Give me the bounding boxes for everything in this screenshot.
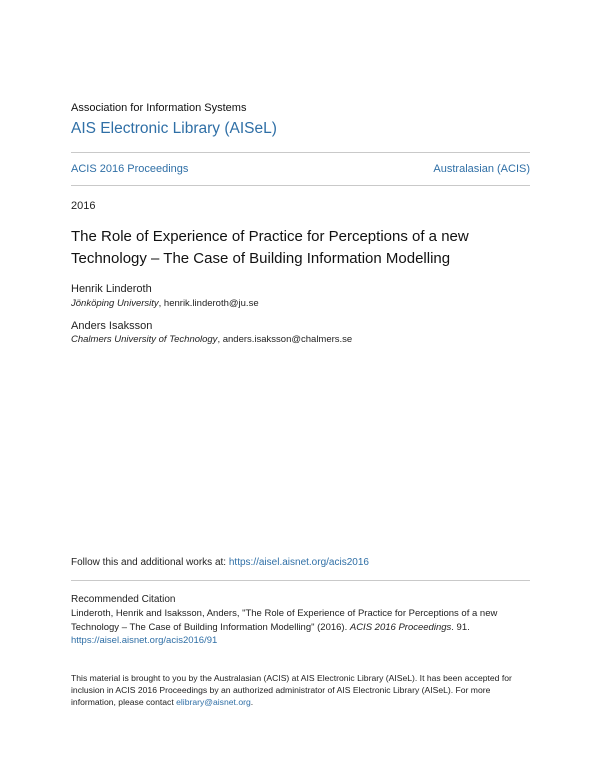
citation-text: Linderoth, Henrik and Isaksson, Anders, "The Role of Experience of Practice for Perceptions of a new Technology – The Case of Building Information Modelling" (2016). (71, 608, 498, 633)
collection-link-proceedings[interactable]: ACIS 2016 Proceedings (71, 163, 189, 175)
author-email: , anders.isaksson@chalmers.se (217, 334, 353, 345)
author-affiliation (71, 334, 352, 345)
library-link[interactable]: AIS Electronic Library (AISeL) (71, 120, 277, 137)
author-name: Henrik Linderoth (71, 283, 152, 295)
author-affiliation (71, 298, 259, 309)
citation-heading: Recommended Citation (71, 594, 176, 605)
follow-text: Follow this and additional works at: (71, 557, 229, 568)
citation-number: . 91. (451, 621, 470, 633)
contact-email-link[interactable]: elibrary@aisnet.org (176, 697, 251, 707)
paper-title (71, 226, 541, 270)
divider-top (71, 152, 530, 153)
access-notice (71, 672, 536, 708)
follow-link[interactable]: https://aisel.aisnet.org/acis2016 (228, 557, 369, 568)
organization-name: Association for Information Systems (71, 102, 247, 114)
author-university: Jönköping University (71, 298, 159, 309)
citation-link[interactable]: https://aisel.aisnet.org/acis2016/91 (71, 635, 218, 646)
publication-year: 2016 (71, 200, 96, 212)
paper-title-line-2: Technology – The Case of Building Information Modelling (71, 250, 451, 267)
author-name: Anders Isaksson (71, 320, 153, 332)
notice-text: This material is brought to you by the Australasian (ACIS) at AIS Electronic Library (AISeL). It has been accepted for inclusion in ACIS 2016 Proceedings by an authorized administrator of AIS Electronic Library (AISeL). For more information, please contact (71, 673, 512, 707)
author-university: Chalmers University of Technology (71, 334, 218, 345)
paper-title-line-1: The Role of Experience of Practice for Perceptions of a new (71, 228, 469, 245)
collection-link-acis[interactable]: Australasian (ACIS) (433, 163, 530, 175)
divider-citation (71, 580, 530, 581)
author-email: , henrik.linderoth@ju.se (158, 298, 259, 309)
divider-collections (71, 185, 530, 186)
notice-end: . (250, 697, 254, 707)
citation-proceedings: ACIS 2016 Proceedings (349, 621, 452, 633)
follow-line (71, 557, 369, 568)
citation-body (71, 607, 536, 648)
